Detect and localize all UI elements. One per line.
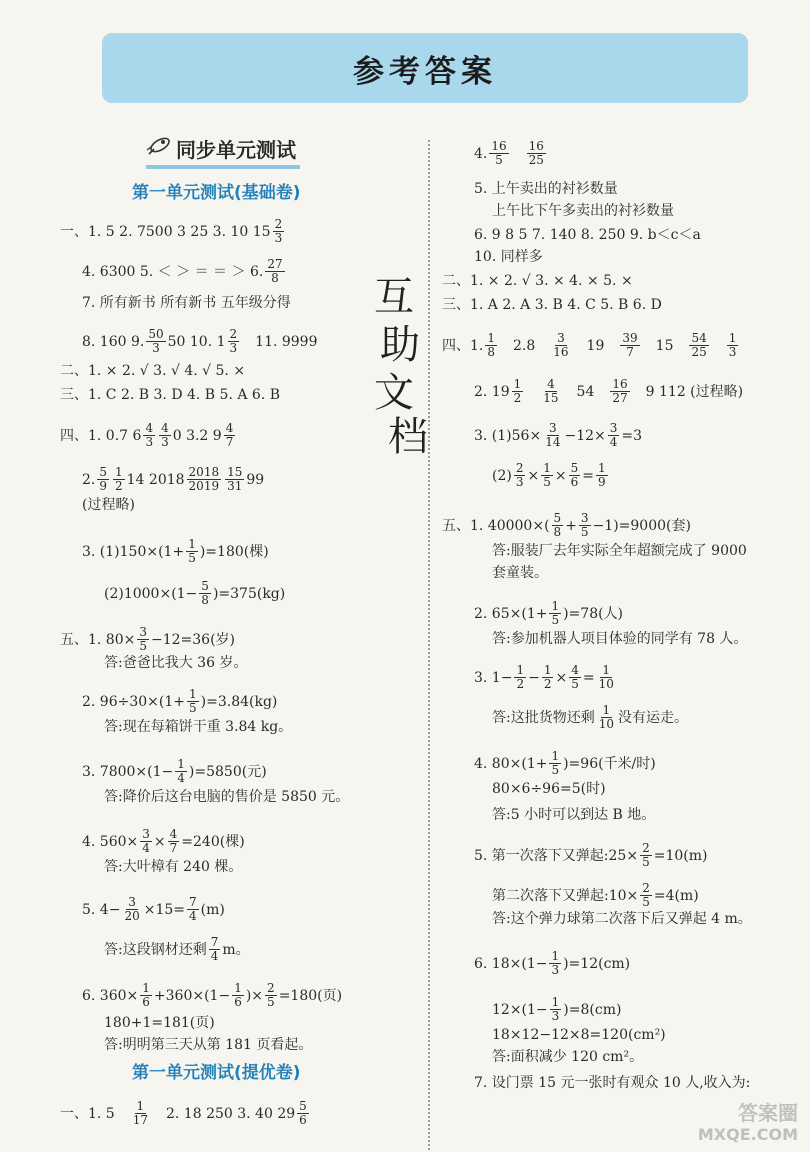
answer-line: 五、1. 80× $\frac{3}{5}$ −12=36(岁) xyxy=(60,625,236,653)
answer-line: 3. 7800×(1− $\frac{1}{4}$ )=5850(元) xyxy=(82,757,267,785)
section-title xyxy=(146,134,300,169)
answer-line: 答:5 小时可以到达 B 地。 xyxy=(492,807,656,823)
answer-line: 五、1. 40000×( $\frac{5}{8}$ + $\frac{3}{5}$ −1)=9000(套) xyxy=(442,511,691,539)
answer-line: 5. 第一次落下又弹起:25× $\frac{2}{5}$ =10(m) xyxy=(474,841,708,869)
answer-line: 答:这个弹力球第二次落下后又弹起 4 m。 xyxy=(492,911,752,927)
answer-line: 答:降价后这台电脑的售价是 5850 元。 xyxy=(104,789,350,805)
answer-line: 答:大叶樟有 240 棵。 xyxy=(104,859,243,875)
answer-line: 4. 560× $\frac{3}{4}$ × $\frac{4}{7}$ =240(棵) xyxy=(82,827,245,855)
answer-line: 四、1. $\frac{1}{8}$ 2.8 $\frac{3}{16}$ 19 $\frac{39}{7}$ 15 $\frac{54}{25}$ $\frac{1}{3}$ xyxy=(442,331,737,359)
answer-line: 6. 9 8 5 7. 140 8. 250 9. b＜c＜a xyxy=(474,227,701,243)
answer-line: 三、1. C 2. B 3. D 4. B 5. A 6. B xyxy=(60,387,281,403)
answer-line: 8. 160 9. $\frac{50}{3}$ 50 10. 1 $\frac{2}{3}$ 11. 9999 xyxy=(82,327,318,355)
answer-line: 6. 18×(1− $\frac{1}{3}$ )=12(cm) xyxy=(474,949,631,977)
answer-line: 3. 1− $\frac{1}{2}$ − $\frac{1}{2}$ × $\frac{4}{5}$ = $\frac{1}{10}$ xyxy=(474,663,614,691)
answer-line: 180+1=181(页) xyxy=(104,1015,215,1031)
answer-line: 2. 19 $\frac{1}{2}$ $\frac{4}{15}$ 54 $\frac{16}{27}$ 9 112 (过程略) xyxy=(474,377,744,405)
answer-line: 第二次落下又弹起:10× $\frac{2}{5}$ =4(m) xyxy=(492,881,699,909)
answer-line: 答:这段钢材还剩 $\frac{7}{4}$ m。 xyxy=(104,935,250,963)
answer-line: 二、1. × 2. √ 3. √ 4. √ 5. × xyxy=(60,363,246,379)
answer-line: 一、1. 5 2. 7500 3 25 3. 10 15 $\frac{2}{3}$ xyxy=(60,217,283,245)
handwritten-note xyxy=(370,270,440,460)
answer-line: 二、1. × 2. √ 3. × 4. × 5. × xyxy=(442,273,633,289)
answer-line: 答:服装厂去年实际全年超额完成了 9000 xyxy=(492,543,747,559)
section-title-text: 同步单元测试 xyxy=(176,138,296,162)
answer-line: 答:爸爸比我大 36 岁。 xyxy=(104,655,248,671)
answer-line: 2. 65×(1+ $\frac{1}{5}$ )=78(人) xyxy=(474,599,624,627)
answer-line: 套童装。 xyxy=(492,565,548,581)
answer-line: 答:明明第三天从第 181 页看起。 xyxy=(104,1037,313,1053)
answer-line: 3. (1)56× $\frac{3}{14}$ −12× $\frac{3}{4}$ =3 xyxy=(474,421,643,449)
answer-line: 7. 所有新书 所有新书 五年级分得 xyxy=(82,295,291,311)
watermark: 答案圈 MXQE.COM xyxy=(697,1101,798,1144)
answer-line: 4. 6300 5. ＜ ＞ ＝ ＝ ＞ 6. $\frac{27}{8}$ xyxy=(82,257,283,285)
answer-line: (2)1000×(1− $\frac{5}{8}$ )=375(kg) xyxy=(104,579,286,607)
answer-line: 18×12−12×8=120(cm²) xyxy=(492,1027,666,1043)
answer-line: 10. 同样多 xyxy=(474,249,543,265)
answer-line: 三、1. A 2. A 3. B 4. C 5. B 6. D xyxy=(442,297,662,313)
answer-line: 一、1. 5 $\frac{1}{17}$ 2. 18 250 3. 40 29 $\frac{5}{6}$ xyxy=(60,1099,307,1127)
answer-line: 3. (1)150×(1+ $\frac{1}{5}$ )=180(棵) xyxy=(82,537,269,565)
answer-line: 答:这批货物还剩 $\frac{1}{10}$ 没有运走。 xyxy=(492,703,688,731)
answer-line: 6. 360× $\frac{1}{6}$ +360×(1− $\frac{1}{6}$ )× $\frac{2}{5}$ =180(页) xyxy=(82,981,343,1009)
answer-line: (过程略) xyxy=(82,497,135,513)
rocket-icon xyxy=(146,135,172,162)
answer-line: 4. 80×(1+ $\frac{1}{5}$ )=96(千米/时) xyxy=(474,749,656,777)
svg-text:互助文档: 互助文档 xyxy=(374,274,428,460)
answer-line: 5. 4− $\frac{3}{20}$ ×15= $\frac{7}{4}$ (m) xyxy=(82,895,225,923)
answer-line: 12×(1− $\frac{1}{3}$ )=8(cm) xyxy=(492,995,622,1023)
answer-line: 答:参加机器人项目体验的同学有 78 人。 xyxy=(492,631,748,647)
answer-line: 答:现在每箱饼干重 3.84 kg。 xyxy=(104,719,293,735)
answer-line: 2. $\frac{5}{9}$ $\frac{1}{2}$ 14 2018 $\frac{2018}{2019}$ $\frac{15}{31}$ 99 xyxy=(82,465,265,493)
answer-line: 上午比下午多卖出的衬衫数量 xyxy=(492,203,674,219)
answer-line: 80×6÷96=5(时) xyxy=(492,781,606,797)
answer-line: 2. 96÷30×(1+ $\frac{1}{5}$ )=3.84(kg) xyxy=(82,687,278,715)
answer-line: 四、1. 0.7 6 $\frac{4}{3}$ $\frac{4}{3}$ 0 3.2 9 $\frac{4}{7}$ xyxy=(60,421,234,449)
answer-line: (2) $\frac{2}{3}$ × $\frac{1}{5}$ × $\frac{5}{6}$ = $\frac{1}{9}$ xyxy=(492,461,606,489)
answer-line: 答:面积减少 120 cm²。 xyxy=(492,1049,644,1065)
answer-line: 4. $\frac{16}{5}$ $\frac{16}{25}$ xyxy=(474,139,544,167)
unit1-basic-heading: 第一单元测试(基础卷) xyxy=(132,183,301,203)
answer-line: 7. 设门票 15 元一张时有观众 10 人,收入为: xyxy=(474,1075,751,1091)
page-title: 参考答案 xyxy=(353,53,497,90)
title-banner xyxy=(102,33,748,103)
answer-line: 5. 上午卖出的衬衫数量 xyxy=(474,181,618,197)
unit1-advanced-heading: 第一单元测试(提优卷) xyxy=(132,1063,301,1083)
